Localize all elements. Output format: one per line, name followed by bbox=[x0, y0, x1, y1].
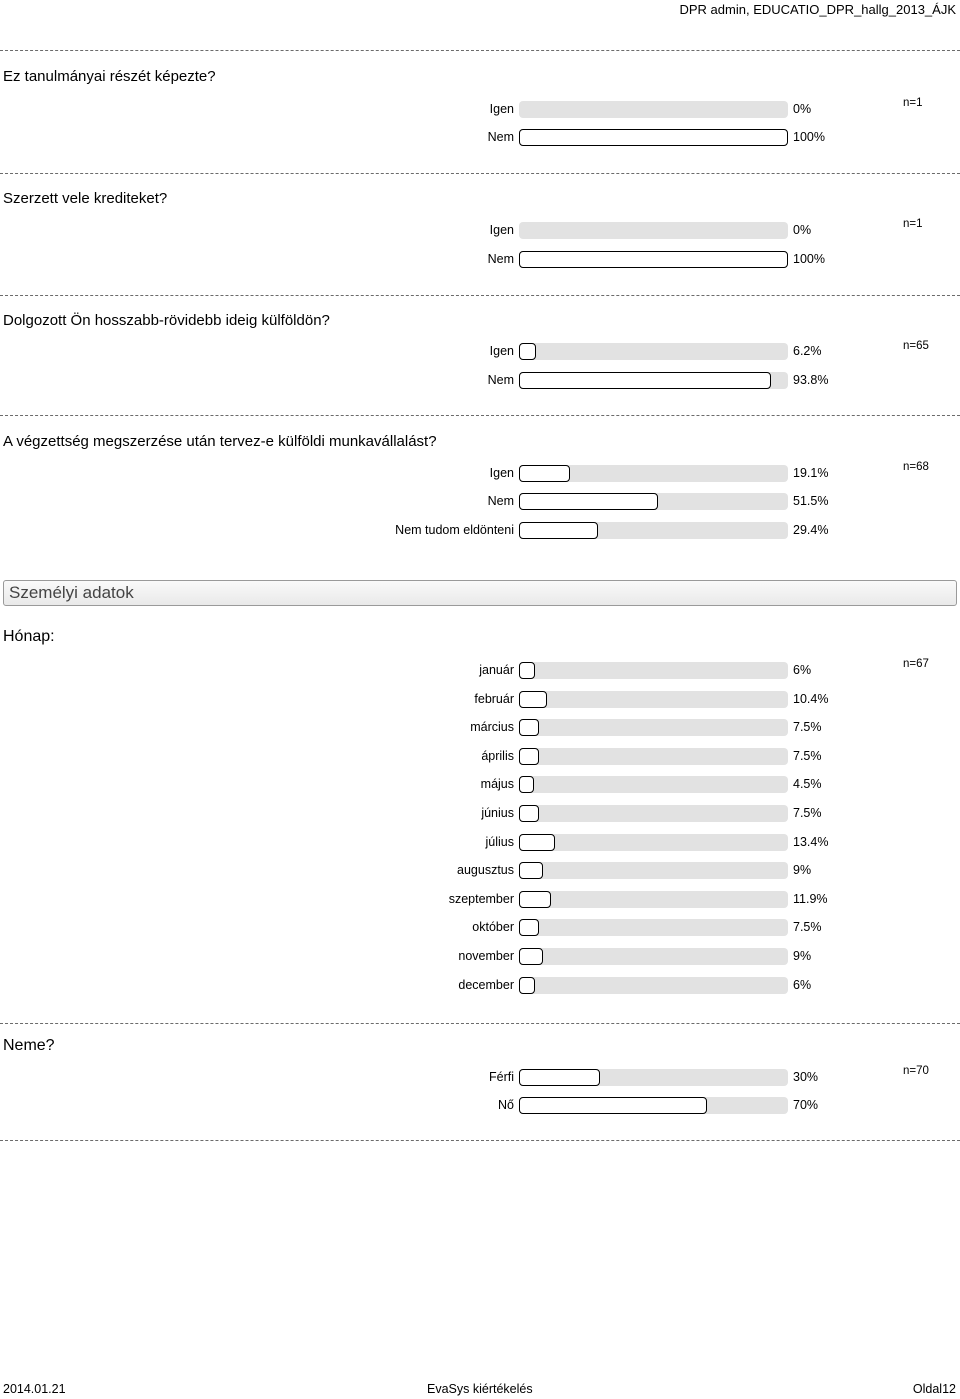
answer-percent: 100% bbox=[793, 130, 825, 144]
answer-percent: 6.2% bbox=[793, 344, 822, 358]
answer-percent: 7.5% bbox=[793, 720, 822, 735]
bar-fill bbox=[519, 1069, 600, 1086]
answer-percent: 10.4% bbox=[793, 691, 829, 706]
answer-percent: 30% bbox=[793, 1070, 819, 1084]
bar-track bbox=[519, 1069, 788, 1086]
answer-label: július bbox=[485, 834, 514, 849]
bar-fill bbox=[519, 465, 570, 482]
answer-percent: 7.5% bbox=[793, 748, 822, 763]
bar-fill bbox=[519, 748, 539, 765]
divider bbox=[0, 1140, 960, 1141]
answer-percent: 13.4% bbox=[793, 834, 829, 849]
answer-percent: 6% bbox=[793, 977, 812, 992]
answer-row bbox=[0, 690, 960, 710]
bar-track bbox=[519, 522, 788, 539]
bar-fill bbox=[519, 522, 598, 539]
bar-fill bbox=[519, 1097, 707, 1114]
answer-label: február bbox=[474, 691, 514, 706]
answer-label: november bbox=[458, 949, 514, 963]
answer-percent: 51.5% bbox=[793, 494, 829, 508]
answer-row bbox=[0, 128, 960, 148]
answer-label: május bbox=[480, 777, 514, 792]
bar-track bbox=[519, 101, 788, 118]
answer-row bbox=[0, 250, 960, 270]
question-title: Szerzett vele krediteket? bbox=[3, 190, 168, 207]
section-title: Személyi adatok bbox=[9, 583, 134, 602]
answer-row bbox=[0, 342, 960, 362]
divider bbox=[0, 295, 960, 296]
answer-label: június bbox=[481, 806, 514, 820]
answer-percent: 6% bbox=[793, 663, 812, 677]
answer-label: Nem bbox=[487, 373, 514, 387]
answer-percent: 9% bbox=[793, 949, 812, 963]
bar-fill bbox=[519, 662, 535, 679]
question-title: Ez tanulmányai részét képezte? bbox=[3, 68, 216, 85]
answer-percent: 11.9% bbox=[793, 891, 828, 906]
footer-title: EvaSys kiértékelés bbox=[427, 1382, 533, 1396]
bar-track bbox=[519, 691, 788, 708]
answer-row bbox=[0, 100, 960, 120]
divider bbox=[0, 415, 960, 416]
bar-track bbox=[519, 129, 788, 146]
answer-row bbox=[0, 833, 960, 853]
divider bbox=[0, 50, 960, 51]
answer-label: Nem bbox=[487, 130, 514, 144]
answer-row bbox=[0, 371, 960, 391]
answer-label: Igen bbox=[489, 466, 514, 480]
bar-track bbox=[519, 662, 788, 679]
answer-row bbox=[0, 1096, 960, 1116]
bar-fill bbox=[519, 372, 771, 389]
answer-row bbox=[0, 947, 960, 967]
answer-row bbox=[0, 804, 960, 824]
divider bbox=[0, 1023, 960, 1024]
bar-track bbox=[519, 776, 788, 793]
answer-percent: 7.5% bbox=[793, 920, 822, 935]
answer-label: március bbox=[470, 720, 514, 735]
bar-track bbox=[519, 493, 788, 510]
answer-label: Férfi bbox=[489, 1070, 514, 1084]
answer-label: Igen bbox=[489, 102, 514, 116]
answer-label: Nem tudom eldönteni bbox=[395, 523, 514, 537]
footer-date: 2014.01.21 bbox=[3, 1382, 66, 1396]
bar-track bbox=[519, 805, 788, 822]
answer-percent: 0% bbox=[793, 102, 812, 116]
respondent-count: n=65 bbox=[903, 340, 929, 352]
bar-track bbox=[519, 977, 788, 994]
section-header bbox=[3, 580, 957, 606]
answer-label: Nem bbox=[487, 252, 514, 266]
bar-fill bbox=[519, 719, 539, 736]
bar-fill bbox=[519, 948, 543, 965]
answer-row bbox=[0, 521, 960, 541]
answer-row bbox=[0, 918, 960, 938]
respondent-count: n=68 bbox=[903, 461, 929, 473]
answer-label: augusztus bbox=[457, 863, 514, 878]
bar-track bbox=[519, 343, 788, 360]
bar-track bbox=[519, 719, 788, 736]
question-title: Hónap: bbox=[3, 628, 55, 645]
answer-percent: 70% bbox=[793, 1098, 819, 1112]
answer-percent: 19.1% bbox=[793, 466, 829, 480]
bar-fill bbox=[519, 691, 547, 708]
answer-label: január bbox=[479, 663, 514, 677]
answer-row bbox=[0, 492, 960, 512]
bar-track bbox=[519, 251, 788, 268]
bar-track bbox=[519, 862, 788, 879]
bar-fill bbox=[519, 891, 551, 908]
answer-row bbox=[0, 775, 960, 795]
respondent-count: n=67 bbox=[903, 658, 929, 670]
bar-track bbox=[519, 948, 788, 965]
answer-label: december bbox=[458, 977, 514, 992]
answer-label: Igen bbox=[489, 223, 514, 237]
answer-row bbox=[0, 1068, 960, 1088]
bar-fill bbox=[519, 343, 536, 360]
bar-fill bbox=[519, 919, 539, 936]
answer-label: Nő bbox=[498, 1098, 514, 1112]
bar-track bbox=[519, 465, 788, 482]
footer-page: Oldal12 bbox=[912, 1382, 956, 1396]
bar-fill bbox=[519, 862, 543, 879]
bar-track bbox=[519, 834, 788, 851]
answer-percent: 7.5% bbox=[793, 806, 822, 820]
answer-percent: 9% bbox=[793, 863, 812, 878]
answer-percent: 100% bbox=[793, 252, 825, 266]
answer-row bbox=[0, 661, 960, 681]
bar-fill bbox=[519, 251, 788, 268]
answer-row bbox=[0, 718, 960, 738]
answer-label: szeptember bbox=[448, 891, 514, 906]
bar-track bbox=[519, 748, 788, 765]
answer-percent: 0% bbox=[793, 223, 812, 237]
divider bbox=[0, 173, 960, 174]
answer-label: Igen bbox=[489, 344, 514, 358]
answer-label: október bbox=[472, 920, 514, 935]
bar-track bbox=[519, 222, 788, 239]
answer-row bbox=[0, 464, 960, 484]
answer-percent: 29.4% bbox=[793, 523, 829, 537]
bar-fill bbox=[519, 977, 535, 994]
respondent-count: n=1 bbox=[903, 97, 923, 109]
bar-track bbox=[519, 1097, 788, 1114]
answer-row bbox=[0, 890, 960, 910]
answer-row bbox=[0, 221, 960, 241]
answer-label: Nem bbox=[487, 494, 514, 508]
bar-track bbox=[519, 891, 788, 908]
bar-fill bbox=[519, 129, 788, 146]
answer-percent: 93.8% bbox=[793, 373, 829, 387]
bar-track bbox=[519, 372, 788, 389]
bar-fill bbox=[519, 834, 555, 851]
answer-row bbox=[0, 747, 960, 767]
bar-fill bbox=[519, 493, 658, 510]
answer-row bbox=[0, 976, 960, 996]
question-title: A végzettség megszerzése után tervez-e külföldi munkavállalást? bbox=[3, 433, 437, 450]
bar-fill bbox=[519, 776, 534, 793]
respondent-count: n=70 bbox=[903, 1065, 929, 1077]
answer-percent: 4.5% bbox=[793, 777, 822, 792]
answer-label: április bbox=[481, 748, 514, 763]
question-title: Dolgozott Ön hosszabb-rövidebb ideig külföldön? bbox=[3, 312, 330, 329]
document-header: DPR admin, EDUCATIO_DPR_hallg_2013_ÁJK bbox=[679, 2, 956, 17]
question-title: Neme? bbox=[3, 1037, 55, 1054]
bar-fill bbox=[519, 805, 539, 822]
answer-row bbox=[0, 861, 960, 881]
respondent-count: n=1 bbox=[903, 218, 923, 230]
bar-track bbox=[519, 919, 788, 936]
